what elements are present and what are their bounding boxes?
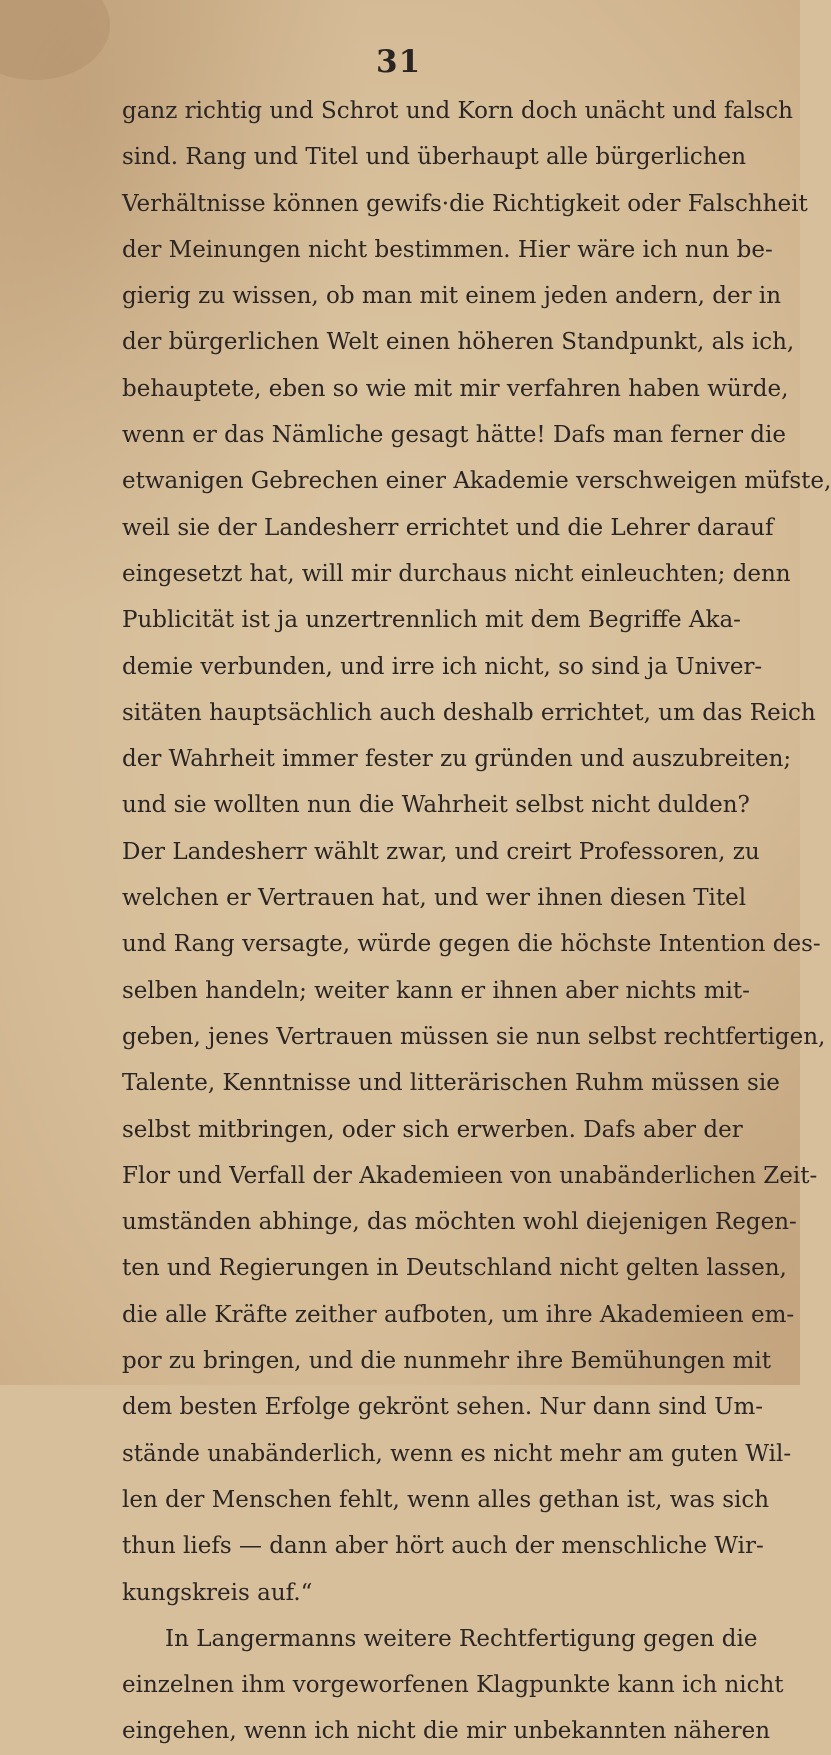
text-line: die alle Kräfte zeither aufboten, um ihre Akademieen em- (122, 1301, 795, 1328)
text-line: welchen er Vertrauen hat, und wer ihnen diesen Titel (122, 885, 747, 912)
text-line: dem besten Erfolge gekrönt sehen. Nur dann sind Um- (122, 1394, 764, 1421)
text-line: Verhältnisse können gewifs·die Richtigkeit oder Falschheit (122, 190, 808, 217)
text-line: wenn er das Nämliche gesagt hätte! Dafs man ferner die (122, 422, 786, 449)
paper-stain (0, 0, 110, 80)
text-line: thun liefs — dann aber hört auch der menschliche Wir- (122, 1533, 764, 1560)
text-line: Der Landesherr wählt zwar, und creirt Professoren, zu (122, 838, 760, 865)
text-line: einzelnen ihm vorgeworfenen Klagpunkte kann ich nicht (122, 1672, 784, 1699)
text-line: ten und Regierungen in Deutschland nicht gelten lassen, (122, 1255, 787, 1282)
text-line: sind. Rang und Titel und überhaupt alle bürgerlichen (122, 144, 747, 171)
text-line: und sie wollten nun die Wahrheit selbst nicht dulden? (122, 792, 750, 819)
text-line: por zu bringen, und die nunmehr ihre Bemühungen mit (122, 1348, 771, 1375)
text-line: umständen abhinge, das möchten wohl diejenigen Regen- (122, 1209, 797, 1236)
body-text (122, 88, 831, 1755)
text-line: kungskreis auf.“ (122, 1579, 313, 1606)
text-line: selbst mitbringen, oder sich erwerben. Dafs aber der (122, 1116, 743, 1143)
text-line: In Langermanns weitere Rechtfertigung gegen die (165, 1625, 758, 1652)
text-line: demie verbunden, und irre ich nicht, so sind ja Univer- (122, 653, 763, 680)
text-line: weil sie der Landesherr errichtet und die Lehrer darauf (122, 514, 774, 541)
text-line: ganz richtig und Schrot und Korn doch unächt und falsch (122, 98, 793, 124)
text-line: und Rang versagte, würde gegen die höchste Intention des- (122, 931, 821, 958)
text-line: der Wahrheit immer fester zu gründen und auszubreiten; (122, 746, 792, 773)
text-line: gierig zu wissen, ob man mit einem jeden andern, der in (122, 283, 782, 310)
page-number: 31 (376, 44, 422, 80)
text-line: der bürgerlichen Welt einen höheren Standpunkt, als ich, (122, 329, 795, 356)
text-line: Flor und Verfall der Akademieen von unabänderlichen Zeit- (122, 1162, 818, 1189)
text-line: etwanigen Gebrechen einer Akademie verschweigen müfste, (122, 468, 831, 495)
text-line: stände unabänderlich, wenn es nicht mehr am guten Wil- (122, 1440, 792, 1467)
text-line: der Meinungen nicht bestimmen. Hier wäre ich nun be- (122, 236, 773, 263)
text-line: eingehen, wenn ich nicht die mir unbekannten näheren (122, 1718, 771, 1745)
text-line: Talente, Kenntnisse und litterärischen Ruhm müssen sie (122, 1070, 780, 1097)
text-line: sitäten hauptsächlich auch deshalb errichtet, um das Reich (122, 699, 816, 726)
text-line: eingesetzt hat, will mir durchaus nicht einleuchten; denn (122, 560, 791, 587)
text-line: len der Menschen fehlt, wenn alles gethan ist, was sich (122, 1486, 770, 1513)
text-line: Publicität ist ja unzertrennlich mit dem Begriffe Aka- (122, 607, 741, 634)
text-line: selben handeln; weiter kann er ihnen aber nichts mit- (122, 977, 750, 1004)
text-line: geben, jenes Vertrauen müssen sie nun selbst rechtfertigen, (122, 1023, 826, 1050)
text-line: behauptete, eben so wie mit mir verfahren haben würde, (122, 375, 789, 402)
